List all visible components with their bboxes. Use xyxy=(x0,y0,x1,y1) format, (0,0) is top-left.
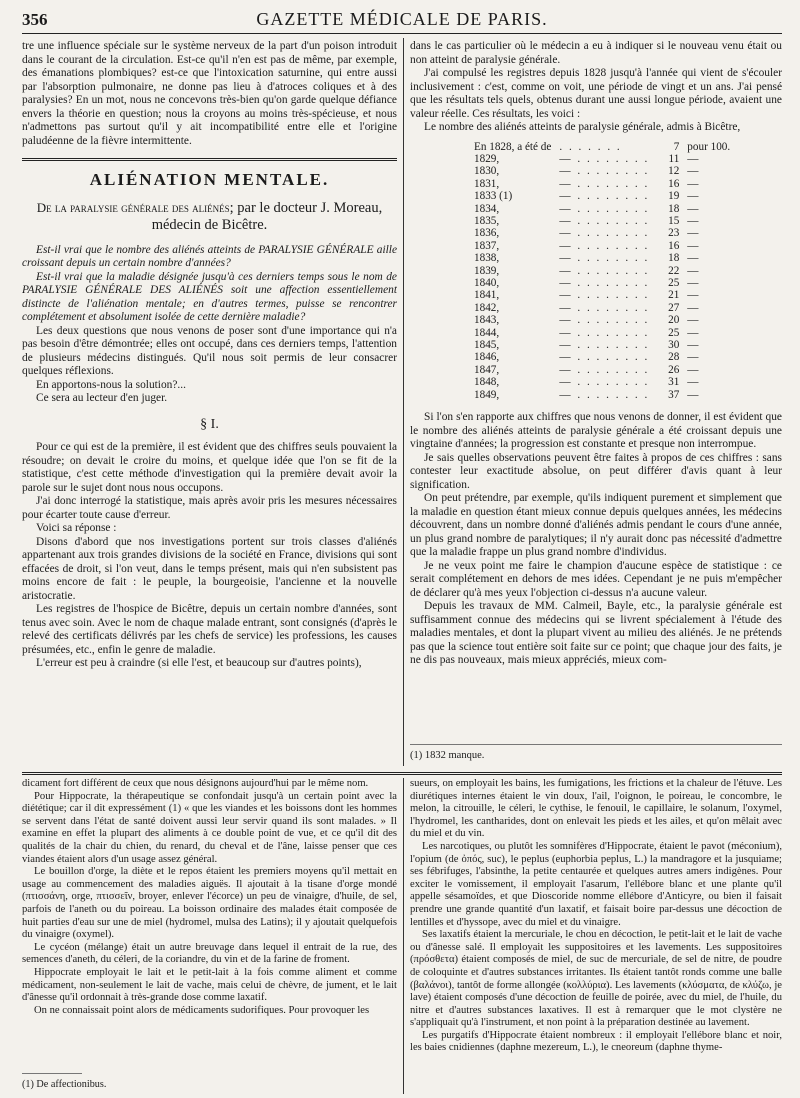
paragraph: Hippocrate employait le lait et le petit-lait à la fois comme aliment et comme médicament, non-seulement le lait de vache, mais celui de chèvre, de jument, et le lait d'ânesse qu'il ordonnait à très-grande dose comme laxatif. xyxy=(22,966,397,1004)
stats-leader: — . . . . . . . . xyxy=(559,289,650,302)
stats-row xyxy=(470,190,734,202)
stats-value: 25 xyxy=(668,276,680,289)
paragraph: dans le cas particulier où le médecin a eu à indiquer si le nouveau venu était ou non atteint de paralysie générale. xyxy=(410,40,782,66)
stats-leader: — . . . . . . . . xyxy=(559,152,650,165)
paragraph: Depuis les travaux de MM. Calmeil, Bayle, etc., la paralysie générale est suffisamment connue des médecins qui se livrent spécialement à l'étude des maladies mentales, et dont la plupart vivent au milieu des aliénés. Je ne prétends pas que la science tout entière soit faite sur ce point; que chaque jour des faits, je ne dis pas nouveaux, mais mieux appréciés, mieux com- xyxy=(410,600,782,667)
stats-leader: . . . . . . . xyxy=(559,140,622,153)
stats-unit: — xyxy=(687,276,699,289)
footnote: (1) De affectionibus. xyxy=(22,1079,107,1091)
paragraph: Les purgatifs d'Hippocrate étaient nombreux : il employait l'ellébore blanc et noir, les baies cnidiennes (daphne mezereum, L.), le cneoreum (daphne thyme- xyxy=(410,1029,782,1054)
stats-unit: — xyxy=(687,177,699,190)
stats-unit: — xyxy=(687,376,699,389)
stats-value: 26 xyxy=(668,363,680,376)
article-title: ALIÉNATION MENTALE. xyxy=(89,170,330,189)
stats-leader: — . . . . . . . . xyxy=(559,376,650,389)
feuilleton-left-column xyxy=(22,778,397,1094)
stats-row xyxy=(470,203,734,215)
stats-year: 1836, xyxy=(474,227,500,240)
paragraph: Le bouillon d'orge, la diète et le repos étaient les premiers moyens qu'il mettait en usage au commencement des maladies aiguës. Il ajoutait à la tisane d'orge mondé (πτισσάνη, orge, πτισσεῖν, broyer, enlever l'écorce) un peu de vinaigre, d'huile, de sel, parfois de l'aneth ou du poireau. La boisson ordinaire des malades était composée de huit parties d'eau sur une de miel (hydromel, mulsa des Latins); il y ajoutait quelquefois du vinaigre (oxymel). xyxy=(22,866,397,941)
stats-year: 1837, xyxy=(474,239,500,252)
journal-title: GAZETTE MÉDICALE DE PARIS. xyxy=(256,9,548,29)
subtitle-author: ; par le docteur J. Moreau, médecin de Bicêtre. xyxy=(151,199,383,233)
stats-value: 20 xyxy=(668,314,680,327)
paragraph: Je ne veux point me faire le champion d'aucune espèce de statistique : ce serait complétement en dehors de mes idées. Cependant je ne puis m'empêcher de déclarer qu'à mes yeux l'objection ci-dessus n'a aucune valeur. xyxy=(410,559,782,599)
stats-year: 1833 (1) xyxy=(474,190,513,203)
page-number: 356 xyxy=(22,10,48,29)
stats-year: 1848, xyxy=(474,376,500,389)
stats-value: 16 xyxy=(668,177,680,190)
stats-year: 1839, xyxy=(474,264,500,277)
stats-row xyxy=(470,376,734,388)
stats-value: 25 xyxy=(668,326,680,339)
stats-unit: — xyxy=(687,326,699,339)
stats-leader: — . . . . . . . . xyxy=(559,202,650,215)
stats-year: 1835, xyxy=(474,214,500,227)
header-rule xyxy=(22,33,782,34)
stats-value: 12 xyxy=(668,165,680,178)
paragraph: dicament fort différent de ceux que nous désignons aujourd'hui par le même nom. xyxy=(22,778,369,789)
stats-leader: — . . . . . . . . xyxy=(559,339,650,351)
stats-year: 1829, xyxy=(474,152,500,165)
stats-leader: — . . . . . . . . xyxy=(559,314,650,327)
paragraph: Si l'on s'en rapporte aux chiffres que nous venons de donner, il est évident que le nombre des aliénés atteints de paralysie générale a été croissant depuis une vingtaine d'années; la progression est constante et presque non interrompue. xyxy=(410,411,782,451)
paragraph: J'ai compulsé les registres depuis 1828 jusqu'à l'année qui vient de s'écouler inclusivement : c'est, comme on voit, une période de vingt et un ans. J'ai pensé que les résultats tels quels, obtenus durant une aussi longue période, avaient une valeur réelle. Ces résultats, les voici : xyxy=(410,67,782,120)
stats-row xyxy=(470,339,734,351)
article-subtitle xyxy=(22,199,397,234)
stats-year: 1843, xyxy=(474,314,500,327)
stats-unit: — xyxy=(687,214,699,227)
stats-value: 27 xyxy=(668,301,680,314)
stats-row xyxy=(470,215,734,227)
stats-row xyxy=(470,165,734,177)
stats-year: 1840, xyxy=(474,276,500,289)
stats-leader: — . . . . . . . . xyxy=(559,264,650,277)
stats-leader: — . . . . . . . . xyxy=(559,326,650,339)
stats-row xyxy=(470,252,734,264)
paragraph: Ce sera au lecteur d'en juger. xyxy=(36,392,168,404)
stats-leader: — . . . . . . . . xyxy=(559,388,650,401)
stats-year: 1841, xyxy=(474,289,500,302)
column-divider xyxy=(403,778,404,1094)
stats-leader: — . . . . . . . . xyxy=(559,214,650,227)
paragraph: Les deux questions que nous venons de poser sont d'une importance qui n'a pas besoin d'être démontrée; elles ont occupé, dans ces derniers temps, l'attention de plusieurs médecins distingués. Qu'il nous soit permis de leur consacrer quelques réflexions. xyxy=(22,324,397,377)
stats-year: 1849, xyxy=(474,388,500,401)
paragraph: J'ai donc interrogé la statistique, mais après avoir pris les mesures nécessaires pour écarter toute cause d'erreur. xyxy=(22,495,397,521)
stats-year: 1834, xyxy=(474,202,500,215)
paragraph: Le cycéon (mélange) était un autre breuvage dans lequel il entrait de la rue, des semences d'aneth, du céleri, de la coriandre, du vin et de la farine de froment. xyxy=(22,941,397,966)
stats-value: 7 xyxy=(673,140,680,153)
intro-paragraph: tre une influence spéciale sur le système nerveux de la part d'un poison introduit dans le courant de la circulation. Est-ce qu'il n'en est pas de même, par exemple, des émanations plombiques? est-ce que l'intoxication saturnine, qui entre aussi par l'absorption pulmonaire, ne donne pas lieu à d'atroces coliques et à des paralysies? En un mot, nous ne concevons très-bien qu'on garde quelque défiance envers la théorie en question; nous la croyons au moins très-spécieuse, et nous n'admettons pas surtout qu'il y ait incompatibilité entre elle et l'origine paludéenne de la fièvre intermittente. xyxy=(22,40,397,147)
stats-row xyxy=(470,327,734,339)
stats-unit: — xyxy=(687,339,699,351)
page-header xyxy=(22,6,782,34)
stats-leader: — . . . . . . . . xyxy=(559,363,650,376)
stats-value: 18 xyxy=(668,202,680,215)
stats-unit: — xyxy=(687,227,699,240)
stats-unit: — xyxy=(687,152,699,165)
section-rule xyxy=(22,158,397,161)
stats-value: 21 xyxy=(668,289,680,302)
stats-leader: — . . . . . . . . xyxy=(559,252,650,265)
stats-unit: — xyxy=(687,289,699,302)
question-1: Est-il vrai que le nombre des aliénés atteints de PARALYSIE GÉNÉRALE aille croissant depuis un certain nombre d'années? xyxy=(22,243,397,269)
stats-row xyxy=(470,178,734,190)
question-2: Est-il vrai que la maladie désignée jusqu'à ces derniers temps sous le nom de PARALYSIE GÉNÉRALE DES ALIÉNÉS soit une affection essentiellement distincte de l'aliénation mentale; en d'autres termes, puisse se rencontrer complétement et absolument isolée de cette dernière maladie? xyxy=(22,270,397,323)
stats-unit: — xyxy=(687,165,699,178)
feuilleton-rule xyxy=(22,772,782,775)
paragraph: Les narcotiques, ou plutôt les somnifères d'Hippocrate, étaient le pavot (méconium), l'opium (de ὀπός, suc), le peplus (euphorbia peplus, L.) la mandragore et la jusquiame; ses fébrifuges, l'absinthe, la petite centaurée et quelques autres amers indigènes. Pour exciter le vomissement, il employait l'asarum, l'ellébore blanc et une plante qu'il appelle sésamoïdes, et que Dioscoride nomme ellébore d'Anticyre, ou bien il faisait prendre une grande quantité d'un laxatif, et faisait boire par-dessus une décoction de lentilles et d'hyssope, avec du miel et du vinaigre. xyxy=(410,840,782,928)
stats-row xyxy=(470,265,734,277)
paragraph: On ne connaissait point alors de médicaments sudorifiques. Pour provoquer les xyxy=(34,1004,370,1016)
stats-unit: pour 100. xyxy=(687,140,731,153)
stats-year: En 1828, a été de xyxy=(474,140,552,153)
stats-unit: — xyxy=(687,388,699,401)
stats-year: 1847, xyxy=(474,363,500,376)
stats-row xyxy=(470,277,734,289)
stats-unit: — xyxy=(687,363,699,376)
stats-unit: — xyxy=(687,314,699,327)
subtitle-topic: De la paralysie générale des aliénés xyxy=(36,199,230,215)
stats-row xyxy=(470,141,734,153)
stats-unit: — xyxy=(687,301,699,314)
stats-row xyxy=(470,240,734,252)
stats-year: 1842, xyxy=(474,301,500,314)
stats-year: 1846, xyxy=(474,351,500,364)
statistics-table xyxy=(470,141,734,402)
paragraph: On peut prétendre, par exemple, qu'ils indiquent purement et simplement que la maladie en question étant mieux connue depuis quelques années, les médecins découvrent, dans un nombre donné d'aliénés admis pendant le cours d'une année, un plus grand nombre de paralytiques; il n'y aurait donc pas nécessité d'admettre que la maladie frappe un plus grand nombre d'individus. xyxy=(410,492,782,559)
stats-year: 1830, xyxy=(474,165,500,178)
stats-value: 15 xyxy=(668,214,680,227)
stats-unit: — xyxy=(687,190,699,203)
stats-row xyxy=(470,351,734,363)
stats-row xyxy=(470,153,734,165)
stats-value: 31 xyxy=(668,376,680,389)
stats-value: 23 xyxy=(668,227,680,240)
paragraph: Les registres de l'hospice de Bicêtre, depuis un certain nombre d'années, sont tenus avec soin. Avec le nom de chaque malade entrant, sont consignés (d'après le relevé des certificats délivrés par les chefs de service) les professions, les causes présumées, etc., enfin le genre de maladie. xyxy=(22,603,397,656)
stats-unit: — xyxy=(687,239,699,252)
stats-unit: — xyxy=(687,252,699,265)
paragraph: Voici sa réponse : xyxy=(36,522,117,534)
stats-row xyxy=(470,314,734,326)
paragraph: Pour ce qui est de la première, il est évident que des chiffres seuls pouvaient la résoudre; on devait le croire du moins, et quelque idée que l'on se fit de la statistique, c'est cette méthode d'investigation qui la première devait avoir la parole sur le sujet dont nous nous occupons. xyxy=(22,441,397,494)
stats-value: 16 xyxy=(668,239,680,252)
stats-leader: — . . . . . . . . xyxy=(559,301,650,314)
paragraph: Disons d'abord que nos investigations portent sur trois classes d'aliénés appartenant aux trois grandes divisions de la société en France, divisions qui sont effacées de droit, si l'on veut, dans le temps présent, mais qui n'en subsistent pas moins encore de fait : le peuple, la bourgeoisie, l'ancienne et la nouvelle aristocratie. xyxy=(22,535,397,602)
stats-value: 18 xyxy=(668,252,680,265)
stats-year: 1845, xyxy=(474,339,500,351)
stats-value: 28 xyxy=(668,351,680,364)
stats-row xyxy=(470,302,734,314)
stats-row xyxy=(470,364,734,376)
stats-row xyxy=(470,389,734,401)
paragraph: sueurs, on employait les bains, les fumigations, les frictions et la chaleur de l'étuve. Les diurétiques internes étaient le vin doux, l'ail, l'oignon, le poireau, le concombre, le melon, la citrouille, le céleri, le cythise, le fenouil, le capillaire, le solanum, l'oxymel, l'hydromel, les cantharides, dont on enlevait les pieds et les ailes, et qu'on mêlait avec du miel et du vin. xyxy=(410,778,782,840)
stats-value: 11 xyxy=(668,152,680,165)
stats-year: 1844, xyxy=(474,326,500,339)
stats-unit: — xyxy=(687,202,699,215)
stats-leader: — . . . . . . . . xyxy=(559,227,650,240)
paragraph: En apportons-nous la solution?... xyxy=(36,378,186,391)
stats-leader: — . . . . . . . . xyxy=(559,239,650,252)
right-column xyxy=(410,40,782,762)
stats-year: 1838, xyxy=(474,252,500,265)
footnote: (1) 1832 manque. xyxy=(410,744,782,763)
stats-value: 22 xyxy=(668,264,680,277)
stats-row xyxy=(470,227,734,239)
footnote-rule xyxy=(22,1073,82,1074)
stats-value: 37 xyxy=(668,388,680,401)
stats-leader: — . . . . . . . . xyxy=(559,276,650,289)
paragraph: Je sais quelles observations peuvent être faites à propos de ces chiffres : sans contester leur exactitude absolue, on peut différer d'avis quant à leur signification. xyxy=(410,451,782,491)
paragraph: L'erreur est peu à craindre (si elle l'est, et beaucoup sur d'autres points), xyxy=(36,657,362,669)
stats-unit: — xyxy=(687,351,699,364)
feuilleton-right-column xyxy=(410,778,782,1094)
stats-unit: — xyxy=(687,264,699,277)
stats-leader: — . . . . . . . . xyxy=(559,351,650,364)
section-heading: § I. xyxy=(200,416,219,432)
column-divider xyxy=(403,38,404,766)
stats-year: 1831, xyxy=(474,177,500,190)
left-column xyxy=(22,40,397,762)
paragraph: Ses laxatifs étaient la mercuriale, le chou en décoction, le petit-lait et le lait de vache ou d'ânesse salé. Il employait les suppositoires et les lavements. Les suppositoires (πρόσθετα) étaient composés de miel, de suc de mercuriale, de sel de nitre, de poudre de coloquinte et d'autres substances irritantes. Ils étaient tantôt ronds comme une balle (βαλάνοι), tantôt de forme allongée (κολλύρια). Les lavements (κλύσματα, de κλύζω, je lave) étaient composés d'une décoction de feuille de poirée, avec du miel, de l'huile, du nitre et d'autres substances laxatives. Il est à remarquer que le mot clystère ne s'appliquait qu'à l'instrument, et non point à la préparation destinée au lavement. xyxy=(410,929,782,1029)
stats-row xyxy=(470,289,734,301)
paragraph: Le nombre des aliénés atteints de paralysie générale, admis à Bicêtre, xyxy=(424,121,741,133)
stats-leader: — . . . . . . . . xyxy=(559,190,650,203)
paragraph: Pour Hippocrate, la thérapeutique se confondait jusqu'à un certain point avec la diététique; car il dit expressément (1) « que les viandes et les boissons dont les hommes se servent dans l'état de santé doivent aussi leur servir quand ils sont malades. » Il examine en effet la plupart des aliments à ce double point de vue, et ce qu'il dit des qualités de la chair du chien, du renard, du cheval et de l'âne, laisse penser que ces viandes étaient alors d'un usage assez général. xyxy=(22,790,397,865)
stats-leader: — . . . . . . . . xyxy=(559,165,650,178)
stats-leader: — . . . . . . . . xyxy=(559,177,650,190)
stats-value: 19 xyxy=(668,190,680,203)
stats-value: 30 xyxy=(668,339,680,351)
